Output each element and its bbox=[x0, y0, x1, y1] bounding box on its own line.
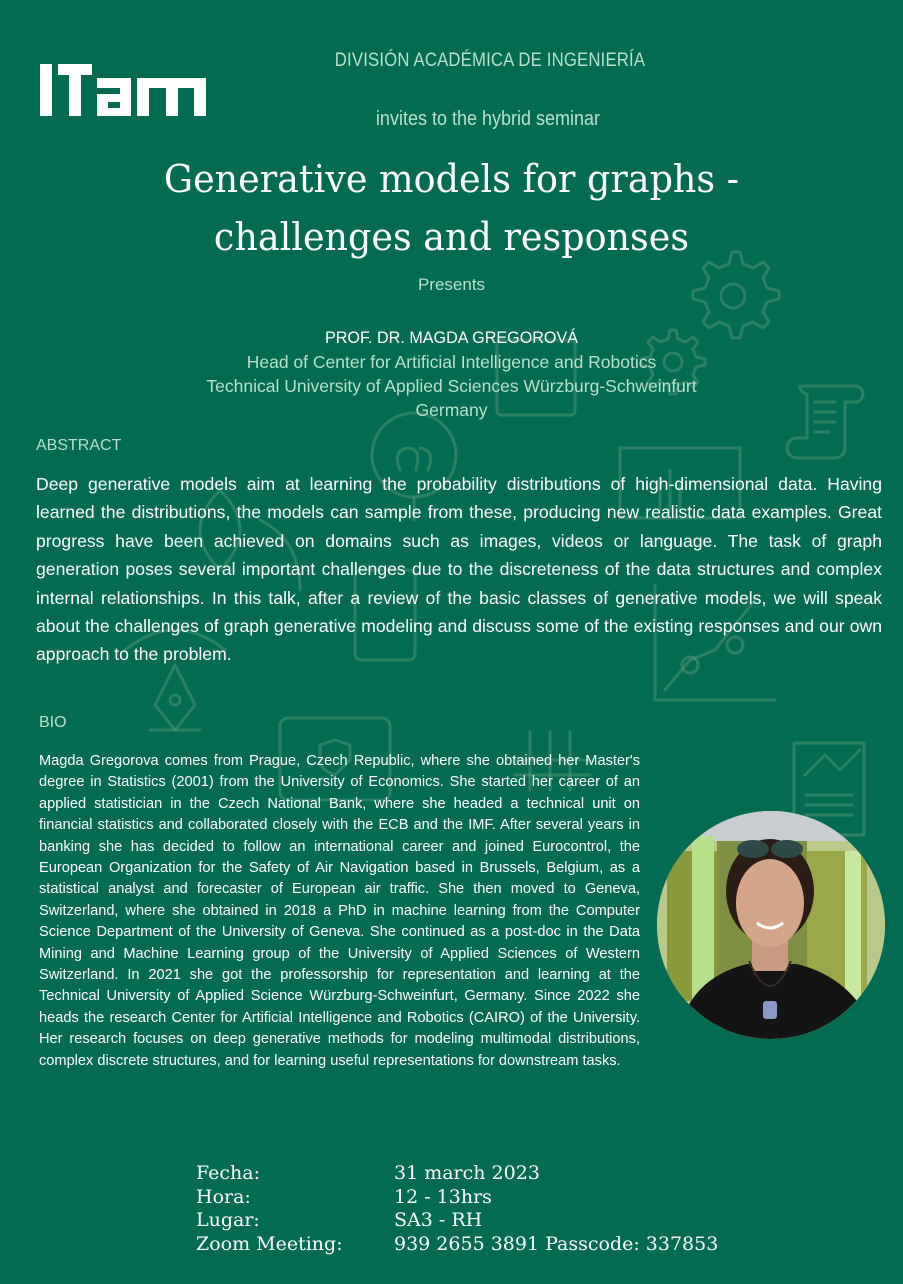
abstract-text: Deep generative models aim at learning the probability distributions of high-dimensional data. Having learned the distributions, the models can sample from these, producing new realistic data examples. Great progress have been achieved on domains such as images, videos or language. The task of graph generation poses several important challenges due to the discreteness of the data structures and complex internal relationships. In this talk, after a review of the basic classes of generative models, we will speak about the challenges of graph generative modeling and discuss some of the existing responses and our own approach to the problem. bbox=[36, 474, 882, 665]
scroll-document-icon bbox=[787, 386, 863, 458]
seminar-title-line-2: challenges and responses bbox=[213, 215, 690, 259]
speaker-country: Germany bbox=[415, 400, 488, 420]
detail-row-date bbox=[196, 1162, 718, 1186]
detail-row-time bbox=[196, 1186, 718, 1210]
detail-row-place bbox=[196, 1209, 718, 1233]
seminar-title bbox=[76, 150, 828, 266]
date-value: 31 march 2023 bbox=[394, 1162, 540, 1184]
event-details bbox=[196, 1162, 718, 1256]
speaker-institution: Technical University of Applied Sciences Würzburg-Schweinfurt bbox=[206, 376, 697, 396]
speaker-position: Head of Center for Artificial Intelligence and Robotics bbox=[246, 352, 657, 372]
speaker-info bbox=[120, 326, 783, 422]
abstract-heading: ABSTRACT bbox=[36, 437, 122, 454]
zoom-label: Zoom Meeting: bbox=[196, 1232, 343, 1255]
detail-row-zoom bbox=[196, 1233, 718, 1257]
invitation-text: invites to the hybrid seminar bbox=[375, 108, 601, 130]
bio-heading: BIO bbox=[39, 714, 67, 731]
bio-text: Magda Gregorova comes from Prague, Czech Republic, where she obtained her Master's degree in Statistics (2001) from the University of Economics. She started her career of an applied statistician in the Czech National Bank, where she headed a technical unit on financial statistics and collaborated closely with the ECB and the IMF. After several years in banking she has decided to follow an international career and joined Eurocontrol, the European Organization for the Safety of Air Navigation based in Brussels, Belgium, as a statistical analyst and forecaster of European air traffic. She then moved to Geneva, Switzerland, where she obtained in 2018 a PhD in machine learning from the Computer Science Department of the University of Geneva. She continued as a post-doc in the Data Mining and Machine Learning group of the University of Applied Sciences of Western Switzerland. In 2021 she got the professorship for representation and learning at the Technical University of Applied Science Würzburg-Schweinfurt, Germany. Since 2022 she heads the research Center for Artificial Intelligence and Robotics (CAIRO) of the University. Her research focuses on deep generative methods for modeling multimodal distributions, complex discrete structures, and for learning useful representations for downstream tasks. bbox=[39, 753, 640, 1069]
place-label: Lugar: bbox=[196, 1209, 260, 1231]
date-label: Fecha: bbox=[196, 1162, 260, 1184]
time-value: 12 - 13hrs bbox=[394, 1185, 492, 1208]
speaker-photo bbox=[657, 811, 885, 1039]
place-value: SA3 - RH bbox=[394, 1209, 483, 1231]
zoom-value: 939 2655 3891 Passcode: 337853 bbox=[394, 1232, 719, 1255]
speaker-name: PROF. DR. MAGDA GREGOROVÁ bbox=[324, 328, 579, 347]
seminar-title-line-1: Generative models for graphs - bbox=[163, 157, 740, 201]
time-label: Hora: bbox=[196, 1185, 251, 1208]
itam-logo bbox=[40, 64, 206, 116]
department-name: DIVISIÓN ACADÉMICA DE INGENIERÍA bbox=[334, 50, 646, 71]
presents-label: Presents bbox=[417, 275, 486, 294]
